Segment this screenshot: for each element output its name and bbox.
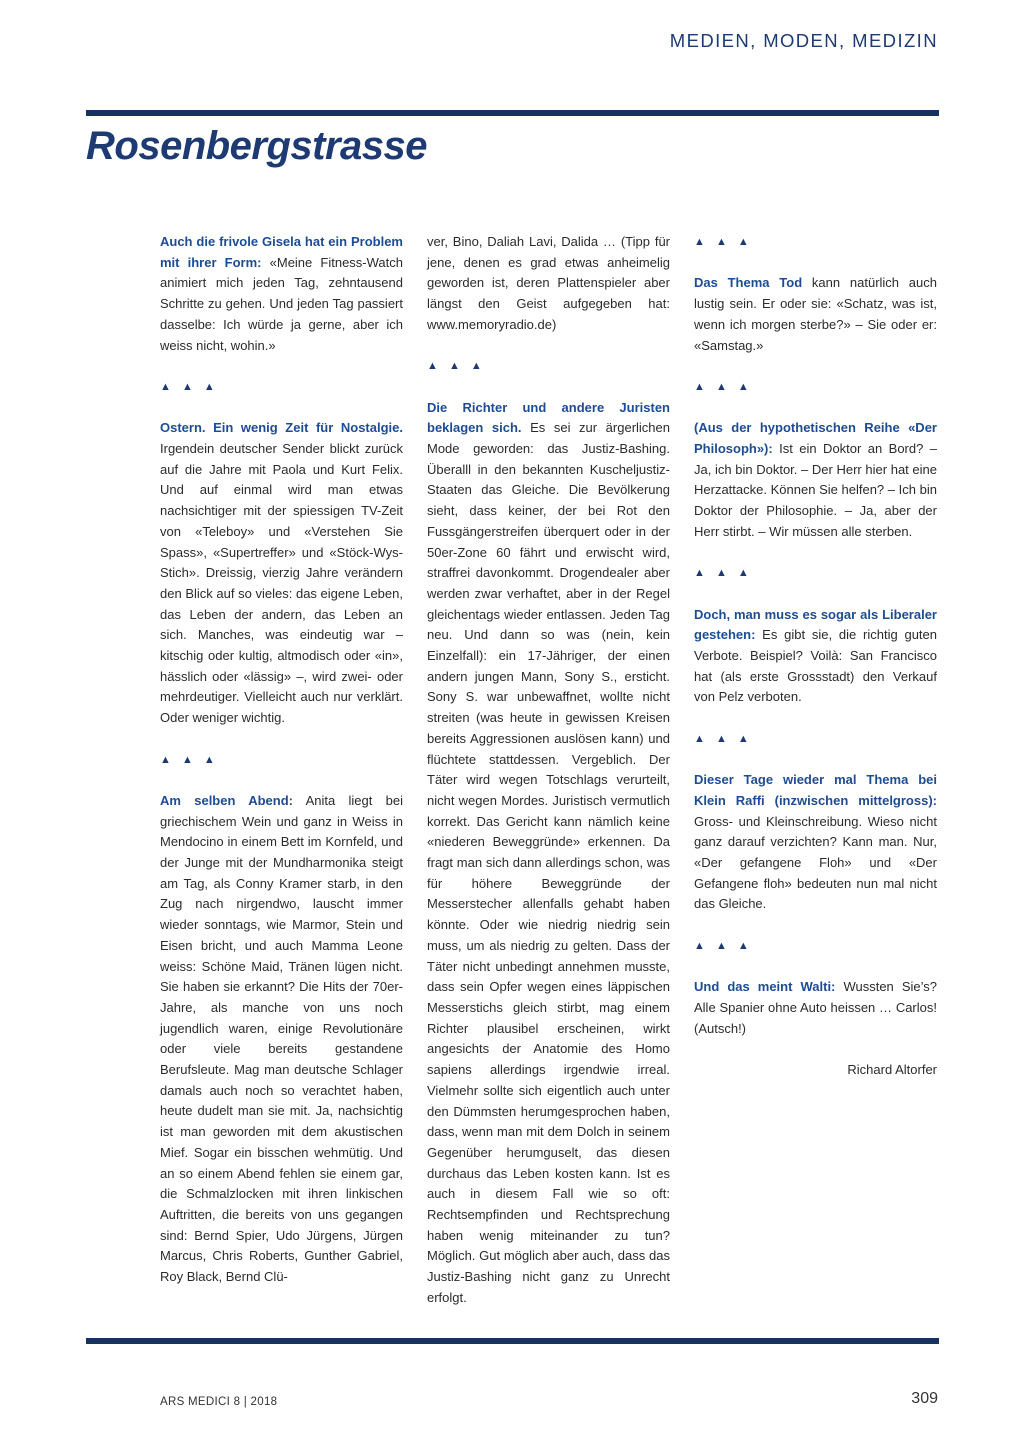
paragraph-lead: Doch, man muss es sogar als Liberaler gestehen: bbox=[694, 606, 937, 643]
paragraph-lead: Am selben Abend: bbox=[160, 792, 293, 808]
paragraph-text: Es gibt sie, die richtig guten Verbote. Beispiel? Voilà: San Francisco hat (als erste Grossstadt) den Verkauf von Pelz verboten. bbox=[694, 627, 937, 705]
paragraph-text: Gross- und Kleinschreibung. Wieso nicht ganz darauf verzichten? Kann man. Nur, «Der gefangene Floh» und «Der Gefangene floh» bedeuten nun mal nicht das Gleiche. bbox=[694, 813, 937, 912]
column-2 bbox=[427, 232, 670, 1309]
paragraph bbox=[694, 977, 937, 1039]
paragraph bbox=[694, 418, 937, 542]
paragraph-text: Es sei zur ärgerlichen Mode geworden: das Justiz-Bashing. Überalll in den bekannten Kuscheljustiz-Staaten das Gleiche. Die Bevölkerung sieht, dass keiner, der bei Rot den Fussgängerstreifen überquert oder in der 50er-Zone 60 fährt und erwischt wird, straffrei davonkommt. Drogendealer aber werden zwar verhaftet, aber in der Regel gleichentags wieder entlassen. Jeden Tag neu. Und dann so was (nein, kein Einzelfall): ein 17-Jähriger, der einen andern jungen Mann, Sony S., ersticht. Sony S. war unbewaffnet, wollte nicht streiten (was heute in gewissen Kreisen bereits Aggressionen auslösen kann) und flüchtete stattdessen. Vergeblich. Der Täter wird wegen Totschlags verurteilt, nicht wegen Mordes. Juristisch vermutlich korrekt. Das Gericht kann nämlich keine «niederen Beweggründe» erkennen. Da fragt man sich dann allerdings schon, was für höhere Beweggründe der Messerstecher allenfalls gehabt haben könnte. Oder wie niedrig niedrig sein muss, um als niedrig zu gelten. Dass der Täter nicht unbedingt annehmen musste, dass sein Opfer wegen eines läppischen Messerstichs gleich stirbt, mag einem Richter plausibel erscheinen, wirkt angesichts der Anatomie des Homo sapiens allerdings irgendwie irreal. Vielmehr sollte sich eigentlich auch unter den Dümmsten herumgesprochen haben, dass, wenn man mit dem Dolch in seinem Gegenüber herumguselt, das diesen durchaus das Leben kosten kann. Ist es auch in diesem Fall wie so oft: Rechtsempfinden und Rechtsprechung haben wenig miteinander zu tun? Möglich. Gut möglich aber auch, dass das Justiz-Bashing nicht ganz zu Unrecht erfolgt. bbox=[427, 420, 670, 1305]
paragraph bbox=[694, 770, 937, 915]
paragraph bbox=[694, 273, 937, 356]
paragraph bbox=[427, 232, 670, 336]
author-name: Richard Altorfer bbox=[847, 1061, 937, 1077]
separator-triangles: ▲ ▲ ▲ bbox=[427, 360, 486, 373]
separator-triangles: ▲ ▲ ▲ bbox=[694, 236, 753, 248]
paragraph-lead: (Aus der hypothetischen Reihe «Der Philosoph»): bbox=[694, 420, 937, 456]
paragraph-text: Ist ein Doktor an Bord? – Ja, ich bin Doktor. – Der Herr hier hat eine Herzattacke. Können Sie helfen? – Ich bin Doktor der Philosophie. – Ja, aber der Herr stirbt. – Wir müssen alle sterben. bbox=[694, 440, 937, 539]
paragraph bbox=[427, 398, 670, 1309]
paragraph bbox=[694, 605, 937, 709]
separator-triangles: ▲ ▲ ▲ bbox=[160, 380, 219, 393]
paragraph-lead: Ostern. Ein wenig Zeit für Nostalgie. bbox=[160, 420, 403, 436]
paragraph bbox=[160, 791, 403, 1288]
page-title: Rosenbergstrasse bbox=[86, 124, 428, 168]
paragraph bbox=[160, 232, 403, 356]
paragraph-lead: Dieser Tage wieder mal Thema bei Klein Raffi (inzwischen mittelgross): bbox=[694, 772, 937, 808]
column-1 bbox=[160, 232, 403, 1288]
paragraph-text: kann natürlich auch lustig sein. Er oder sie: «Schatz, was ist, wenn ich morgen sterbe?» – Sie oder er: «Samstag.» bbox=[694, 275, 937, 353]
separator-triangles: ▲ ▲ ▲ bbox=[694, 939, 753, 952]
separator-triangles: ▲ ▲ ▲ bbox=[694, 732, 753, 745]
separator-triangles: ▲ ▲ ▲ bbox=[160, 753, 219, 766]
paragraph-text: Irgendein deutscher Sender blickt zurück auf die Jahre mit Paola und Kurt Felix. Und auf einmal wird man etwas nachsichtiger mit der spiessigen TV-Zeit von «Teleboy» und «Verstehen Sie Spass», «Supertreffer» und «Stöck-Wys-Stich». Dreissig, vierzig Jahre verändern den Blick auf so vieles: das eigene Leben, das Leben der andern, das Leben an sich. Manches, was eindeutig war – kitschig oder kultig, altmodisch oder «in», hässlich oder «lässig» –, wird zwei- oder mehrdeutiger. Vielleicht auch nur verklärt. Oder weniger wichtig. bbox=[160, 441, 403, 726]
journal-footer: ARS MEDICI 8 | 2018 bbox=[160, 1396, 278, 1408]
paragraph-lead: Die Richter und andere Juristen beklagen sich. bbox=[427, 399, 670, 436]
paragraph bbox=[160, 418, 403, 729]
paragraph-lead: Auch die frivole Gisela hat ein Problem mit ihrer Form: bbox=[160, 234, 403, 270]
column-3 bbox=[694, 232, 937, 1081]
paragraph-text: «Meine Fitness-Watch animiert mich jeden Tag, zehntausend Schritte zu gehen. Und jeden Tag passiert dasselbe: Ich würde ja gerne, aber ich weiss nicht, wohin.» bbox=[160, 254, 403, 353]
paragraph-text: Anita liegt bei griechischem Wein und ganz in Weiss in Mendocino in einem Bett im Kornfeld, und der Junge mit der Mundharmonika steigt am Tag, als Conny Kramer starb, in den Zug nach nirgendwo, lauscht immer wieder sonntags, wie Marmor, Stein und Eisen bricht, und auch Mamma Leone weiss: Schöne Maid, Tränen lügen nicht. Sie haben sie erkannt? Die Hits der 70er-Jahre, als manche von uns noch jugendlich waren, einige Revolutionäre oder viele bereits gestandene Berufsleute. Mag man deutsche Schlager damals auch noch so verachtet haben, heute dudelt man sie mit. Ja, nachsichtig ist man geworden mit dem akustischen Mief. Sogar ein bisschen wehmütig. Und an so einem Abend fehlen sie einem gar, die Schmalzlocken mit ihren linkischen Auftritten, die bereits von uns gegangen sind: Bernd Spier, Udo Jürgens, Jürgen Marcus, Chris Roberts, Gunther Gabriel, Roy Black, Bernd Clü- bbox=[160, 792, 403, 1285]
separator-triangles: ▲ ▲ ▲ bbox=[694, 567, 753, 580]
page-number: 309 bbox=[911, 1390, 938, 1407]
paragraph-lead: Und das meint Walti: bbox=[694, 979, 836, 995]
paragraph-text: Wussten Sie’s? Alle Spanier ohne Auto heissen … Carlos! (Autsch!) bbox=[694, 979, 937, 1036]
paragraph-lead: Das Thema Tod bbox=[694, 275, 803, 291]
separator-triangles: ▲ ▲ ▲ bbox=[694, 380, 753, 393]
paragraph-text: ver, Bino, Daliah Lavi, Dalida … (Tipp für jene, denen es grad etwas anheimelig geworden ist, deren Plattenspieler aber längst den Geist aufgegeben hat: www.memoryradio.de) bbox=[427, 234, 670, 332]
bottom-rule bbox=[86, 1338, 939, 1344]
section-header: MEDIEN, MODEN, MEDIZIN bbox=[669, 30, 938, 51]
top-rule bbox=[86, 110, 939, 116]
